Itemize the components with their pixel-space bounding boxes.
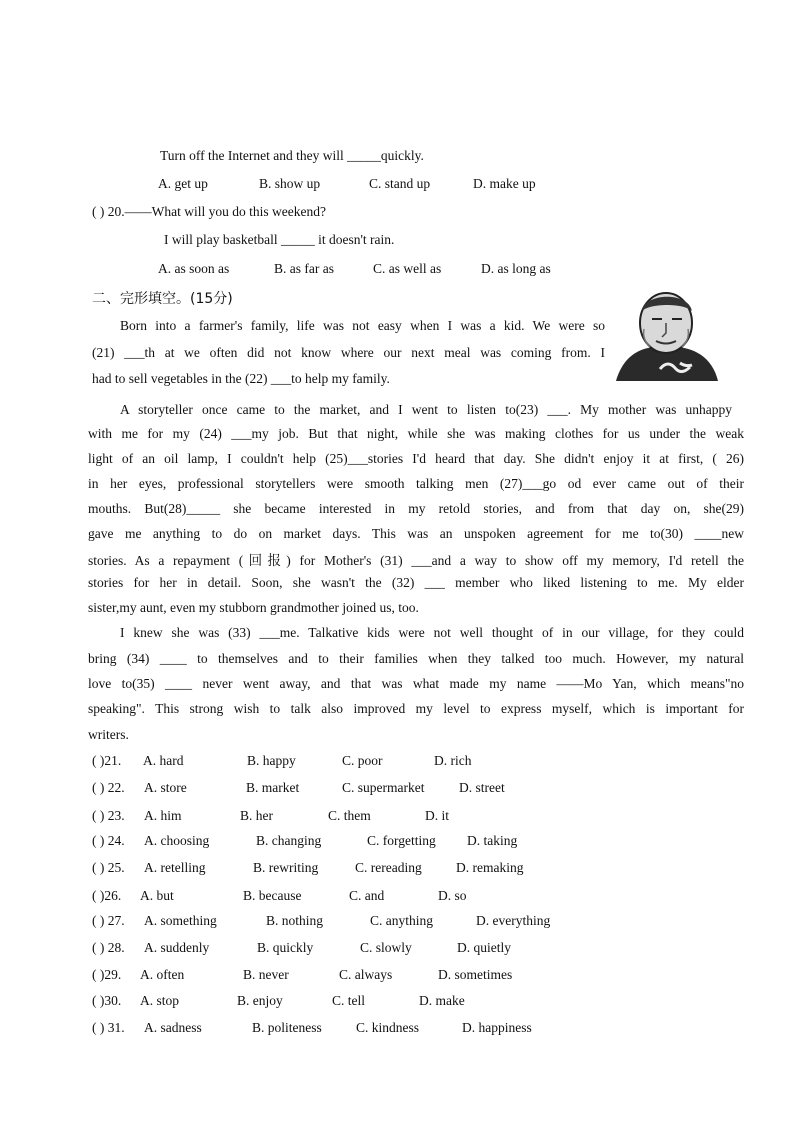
p2-line-8: stories for her in detail. Soon, she wasn't the (32) ___ member who liked listening to me. My elder — [88, 575, 744, 590]
option-c: C. and — [349, 888, 385, 903]
q20-option-d: D. as long as — [481, 261, 551, 276]
q19-option-a: A. get up — [158, 176, 208, 191]
option-b: B. rewriting — [253, 860, 319, 875]
q19-option-b: B. show up — [259, 176, 321, 191]
option-a: A. often — [140, 967, 185, 982]
p3-line-2: bring (34) ____ to themselves and to their families when they talked too much. However, my natural — [88, 651, 744, 666]
option-b: B. because — [243, 888, 302, 903]
q20-option-c: C. as well as — [373, 261, 442, 276]
option-a: A. something — [144, 913, 217, 928]
p3-line-3: love to(35) ____ never went away, and that was what made my name ——Mo Yan, which means"no — [88, 676, 744, 691]
author-portrait-image — [614, 283, 720, 385]
option-d: D. everything — [476, 913, 551, 928]
option-c: C. slowly — [360, 940, 412, 955]
option-c: C. tell — [332, 993, 365, 1008]
q20-reply: I will play basketball _____ it doesn't rain. — [164, 232, 395, 247]
question-number: ( ) 31. — [92, 1020, 125, 1035]
option-c: C. rereading — [355, 860, 422, 875]
p3-line-4: speaking". This strong wish to talk also improved my level to express myself, which is important for — [88, 701, 744, 716]
option-b: B. her — [240, 808, 273, 823]
option-d: D. happiness — [462, 1020, 532, 1035]
option-b: B. quickly — [257, 940, 314, 955]
question-number: ( ) 28. — [92, 940, 125, 955]
option-a: A. but — [140, 888, 174, 903]
p2-line-3: light of an oil lamp, I couldn't help (25)___stories I'd heard that day. She didn't enjoy it at first, ( 26) — [88, 451, 744, 466]
option-c: C. kindness — [356, 1020, 420, 1035]
p1-line-1: Born into a farmer's family, life was not easy when I was a kid. We were so — [120, 318, 605, 333]
option-a: A. sadness — [144, 1020, 202, 1035]
p2-line-9: sister,my aunt, even my stubborn grandmother joined us, too. — [88, 600, 419, 615]
option-c: C. forgetting — [367, 833, 436, 848]
p1-line-3: had to sell vegetables in the (22) ___to help my family. — [92, 371, 390, 386]
question-number: ( ) 24. — [92, 833, 125, 848]
option-d: D. street — [459, 780, 505, 795]
section-title: 二、完形填空。(15分) — [92, 291, 233, 307]
p2-line-6: gave me anything to do on market days. This was an unspoken agreement for me to(30) ____new — [88, 526, 744, 541]
option-b: B. changing — [256, 833, 322, 848]
option-a: A. choosing — [144, 833, 210, 848]
p2-line-5: mouths. But(28)_____ she became interested in my retold stories, and from that day on, she(29) — [88, 501, 744, 516]
option-c: C. them — [328, 808, 371, 823]
option-b: B. never — [243, 967, 289, 982]
p2-line-7: stories. As a repayment (回报) for Mother's (31) ___and a way to show off my memory, I'd retell the — [88, 553, 744, 568]
option-b: B. nothing — [266, 913, 324, 928]
option-a: A. suddenly — [144, 940, 210, 955]
p3-line-5: writers. — [88, 727, 129, 742]
q19-option-c: C. stand up — [369, 176, 431, 191]
p2-line-2: with me for my (24) ___my job. But that night, while she was making clothes for us under the weak — [88, 426, 744, 441]
option-b: B. politeness — [252, 1020, 322, 1035]
p2-line-1: A storyteller once came to the market, and I went to listen to(23) ___. My mother was unhappy — [120, 402, 732, 417]
option-d: D. it — [425, 808, 450, 823]
option-c: C. supermarket — [342, 780, 425, 795]
q19-stem: Turn off the Internet and they will _____quickly. — [160, 148, 424, 163]
question-number: ( )29. — [92, 967, 122, 982]
p1-line-2: (21) ___th at we often did not know where our next meal was coming from. I — [92, 345, 605, 360]
q20-stem: ( ) 20.——What will you do this weekend? — [92, 204, 326, 219]
question-number: ( ) 25. — [92, 860, 125, 875]
option-d: D. make — [419, 993, 465, 1008]
p3-line-1: I knew she was (33) ___me. Talkative kids were not well thought of in our village, for they could — [120, 625, 744, 640]
option-d: D. so — [438, 888, 467, 903]
question-number: ( )30. — [92, 993, 122, 1008]
option-d: D. sometimes — [438, 967, 513, 982]
option-c: C. always — [339, 967, 393, 982]
question-number: ( )21. — [92, 753, 122, 768]
option-d: D. rich — [434, 753, 472, 768]
option-d: D. remaking — [456, 860, 524, 875]
option-c: C. poor — [342, 753, 383, 768]
option-a: A. stop — [140, 993, 180, 1008]
q19-option-d: D. make up — [473, 176, 536, 191]
question-number: ( )26. — [92, 888, 122, 903]
option-c: C. anything — [370, 913, 433, 928]
option-a: A. him — [144, 808, 182, 823]
q20-option-b: B. as far as — [274, 261, 334, 276]
option-a: A. store — [144, 780, 187, 795]
question-number: ( ) 27. — [92, 913, 125, 928]
p2-line-4: in her eyes, professional storytellers were smooth talking men (27)___go od ever came out of their — [88, 476, 744, 491]
q20-option-a: A. as soon as — [158, 261, 230, 276]
question-number: ( ) 22. — [92, 780, 125, 795]
option-a: A. hard — [143, 753, 184, 768]
option-b: B. happy — [247, 753, 296, 768]
option-b: B. market — [246, 780, 300, 795]
option-a: A. retelling — [144, 860, 206, 875]
option-b: B. enjoy — [237, 993, 283, 1008]
option-d: D. taking — [467, 833, 518, 848]
question-number: ( ) 23. — [92, 808, 125, 823]
option-d: D. quietly — [457, 940, 511, 955]
